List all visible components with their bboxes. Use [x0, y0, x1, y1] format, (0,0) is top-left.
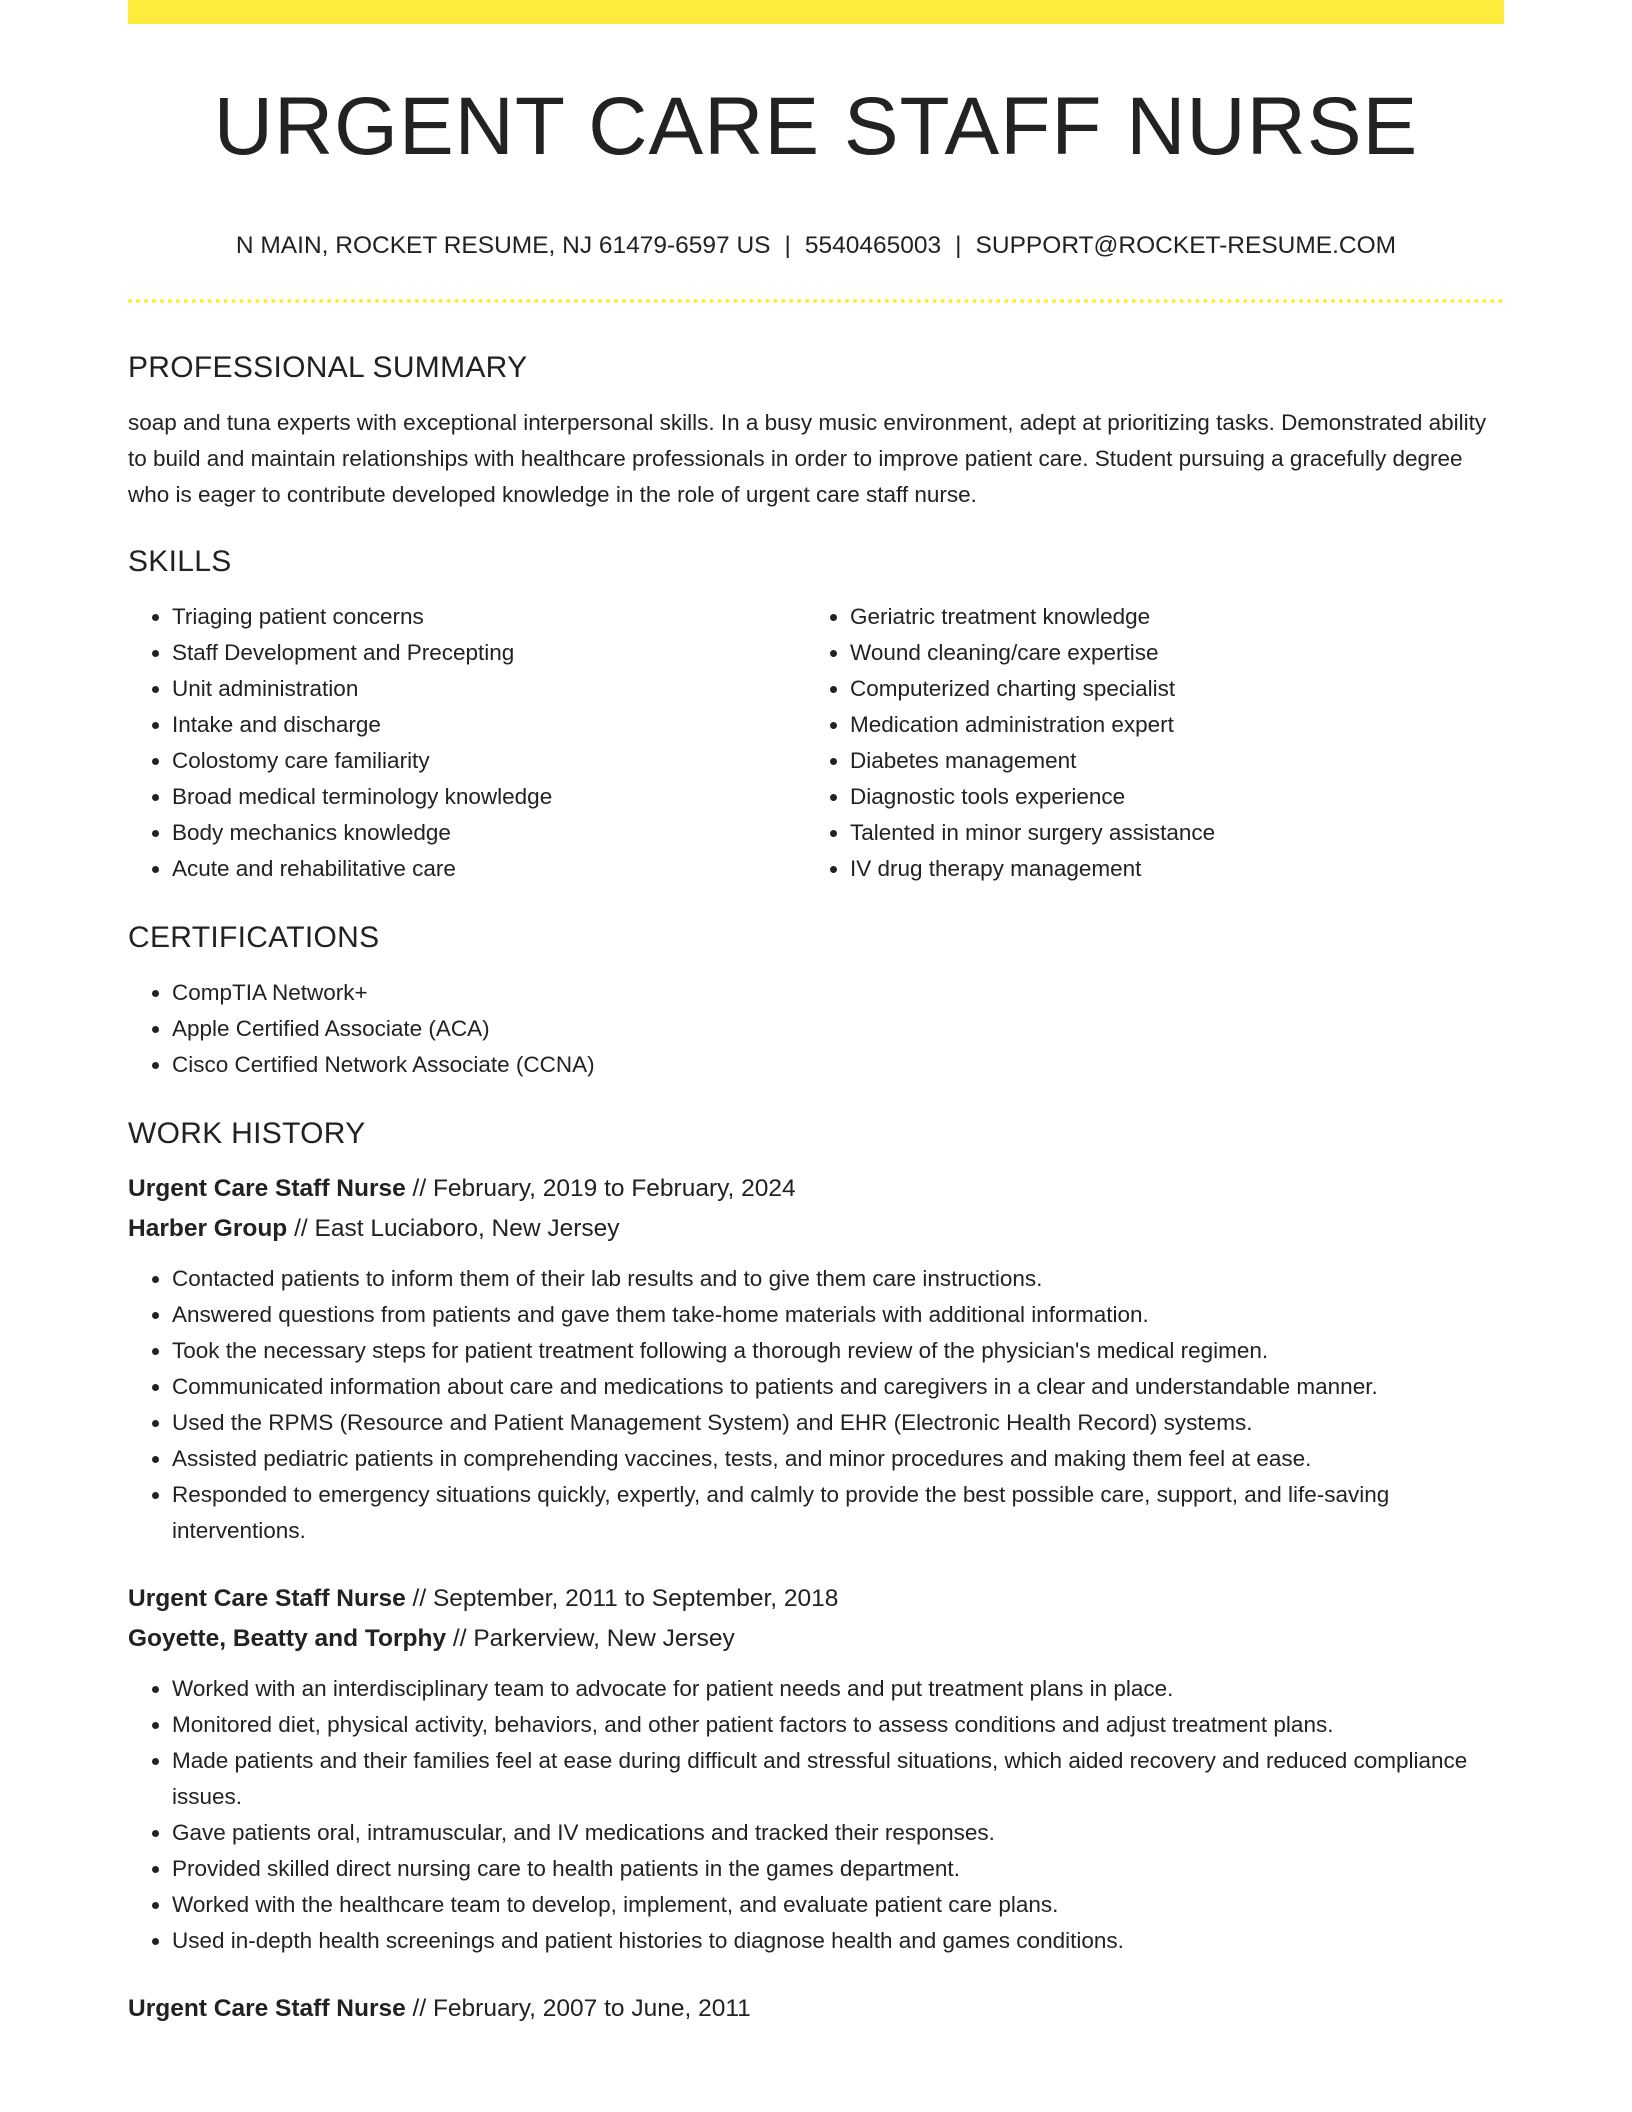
skill-item: • Diabetes management — [850, 743, 1484, 779]
skills-right-list — [806, 599, 1484, 887]
job-bullet: • Assisted pediatric patients in comprehending vaccines, tests, and minor procedures and making them feel at ease. — [172, 1441, 1504, 1477]
job-dates: // February, 2019 to February, 2024 — [405, 1174, 796, 1202]
skill-item: • IV drug therapy management — [850, 851, 1484, 887]
job-bullet: • Responded to emergency situations quickly, expertly, and calmly to provide the best possible care, support, and life-saving interventions. — [172, 1477, 1504, 1549]
job-entry — [128, 1169, 1504, 1549]
certification-item: • CompTIA Network+ — [172, 975, 1504, 1011]
job-bullet: • Gave patients oral, intramuscular, and IV medications and tracked their responses. — [172, 1815, 1504, 1851]
job-company-line — [128, 1619, 1504, 1659]
job-bullets — [128, 1261, 1504, 1549]
dotted-divider — [128, 299, 1504, 303]
skill-item: • Unit administration — [172, 671, 806, 707]
job-location: // Parkerview, New Jersey — [446, 1624, 735, 1652]
job-company: Harber Group — [128, 1214, 288, 1242]
contact-separator: | — [784, 232, 791, 259]
job-bullet: • Took the necessary steps for patient treatment following a thorough review of the physician's medical regimen. — [172, 1333, 1504, 1369]
job-entry — [128, 1989, 1504, 2029]
job-bullet: • Contacted patients to inform them of their lab results and to give them care instructions. — [172, 1261, 1504, 1297]
skill-item: • Diagnostic tools experience — [850, 779, 1484, 815]
job-company-line — [128, 1209, 1504, 1249]
certifications-heading: CERTIFICATIONS — [128, 920, 380, 954]
job-bullets — [128, 1671, 1504, 1959]
certifications-list — [128, 975, 1504, 1083]
skill-item: • Intake and discharge — [172, 707, 806, 743]
resume-page — [128, 0, 1504, 2029]
job-bullet: • Made patients and their families feel at ease during difficult and stressful situations, which aided recovery and reduced compliance issues. — [172, 1743, 1504, 1815]
job-bullet: • Provided skilled direct nursing care to health patients in the games department. — [172, 1851, 1504, 1887]
job-dates: // February, 2007 to June, 2011 — [405, 1994, 751, 2022]
job-role: Urgent Care Staff Nurse — [128, 1994, 406, 2022]
job-location: // East Luciaboro, New Jersey — [287, 1214, 620, 1242]
skill-item: • Body mechanics knowledge — [172, 815, 806, 851]
job-company: Goyette, Beatty and Torphy — [128, 1624, 447, 1652]
contact-phone: 5540465003 — [804, 232, 942, 259]
job-bullet: • Used in-depth health screenings and patient histories to diagnose health and games conditions. — [172, 1923, 1504, 1959]
job-bullet: • Worked with an interdisciplinary team to advocate for patient needs and put treatment plans in place. — [172, 1671, 1504, 1707]
job-title-line — [128, 1579, 1504, 1619]
skill-item: • Triaging patient concerns — [172, 599, 806, 635]
job-bullet: • Monitored diet, physical activity, behaviors, and other patient factors to assess conditions and adjust treatment plans. — [172, 1707, 1504, 1743]
skill-item: • Wound cleaning/care expertise — [850, 635, 1484, 671]
job-bullet: • Answered questions from patients and gave them take-home materials with additional information. — [172, 1297, 1504, 1333]
job-role: Urgent Care Staff Nurse — [128, 1584, 406, 1612]
summary-heading: PROFESSIONAL SUMMARY — [128, 350, 528, 384]
skills-heading: SKILLS — [128, 544, 232, 578]
summary-text: soap and tuna experts with exceptional interpersonal skills. In a busy music environment, adept at prioritizing tasks. Demonstrated ability to build and maintain relationships with healthcare professionals in order to improve patient care. Student pursuing a gracefully degree who is eager to contribute developed knowledge in the role of urgent care staff nurse. — [128, 409, 1487, 507]
skill-item: • Colostomy care familiarity — [172, 743, 806, 779]
job-bullet: • Used the RPMS (Resource and Patient Management System) and EHR (Electronic Health Record) systems. — [172, 1405, 1504, 1441]
skill-item: • Medication administration expert — [850, 707, 1484, 743]
skills-right-column — [806, 599, 1484, 887]
skills-columns — [128, 599, 1504, 887]
job-entry — [128, 1579, 1504, 1959]
contact-address: N MAIN, ROCKET RESUME, NJ 61479-6597 US — [235, 232, 771, 259]
certification-item: • Cisco Certified Network Associate (CCNA) — [172, 1047, 1504, 1083]
skill-item: • Staff Development and Precepting — [172, 635, 806, 671]
skills-left-list — [128, 599, 806, 887]
skills-left-column — [128, 599, 806, 887]
skill-item: • Computerized charting specialist — [850, 671, 1484, 707]
contact-line — [128, 234, 1504, 259]
contact-email: SUPPORT@ROCKET-RESUME.COM — [975, 232, 1397, 259]
resume-title: URGENT CARE STAFF NURSE — [213, 81, 1419, 172]
job-bullet: • Worked with the healthcare team to develop, implement, and evaluate patient care plans. — [172, 1887, 1504, 1923]
job-title-line — [128, 1989, 1504, 2029]
contact-separator: | — [955, 232, 962, 259]
skill-item: • Acute and rehabilitative care — [172, 851, 806, 887]
work-history-heading: WORK HISTORY — [128, 1116, 366, 1150]
certification-item: • Apple Certified Associate (ACA) — [172, 1011, 1504, 1047]
job-role: Urgent Care Staff Nurse — [128, 1174, 406, 1202]
job-dates: // September, 2011 to September, 2018 — [405, 1584, 839, 1612]
top-accent-bar — [128, 0, 1504, 24]
job-bullet: • Communicated information about care and medications to patients and caregivers in a clear and understandable manner. — [172, 1369, 1504, 1405]
job-title-line — [128, 1169, 1504, 1209]
skill-item: • Broad medical terminology knowledge — [172, 779, 806, 815]
skill-item: • Geriatric treatment knowledge — [850, 599, 1484, 635]
skill-item: • Talented in minor surgery assistance — [850, 815, 1484, 851]
